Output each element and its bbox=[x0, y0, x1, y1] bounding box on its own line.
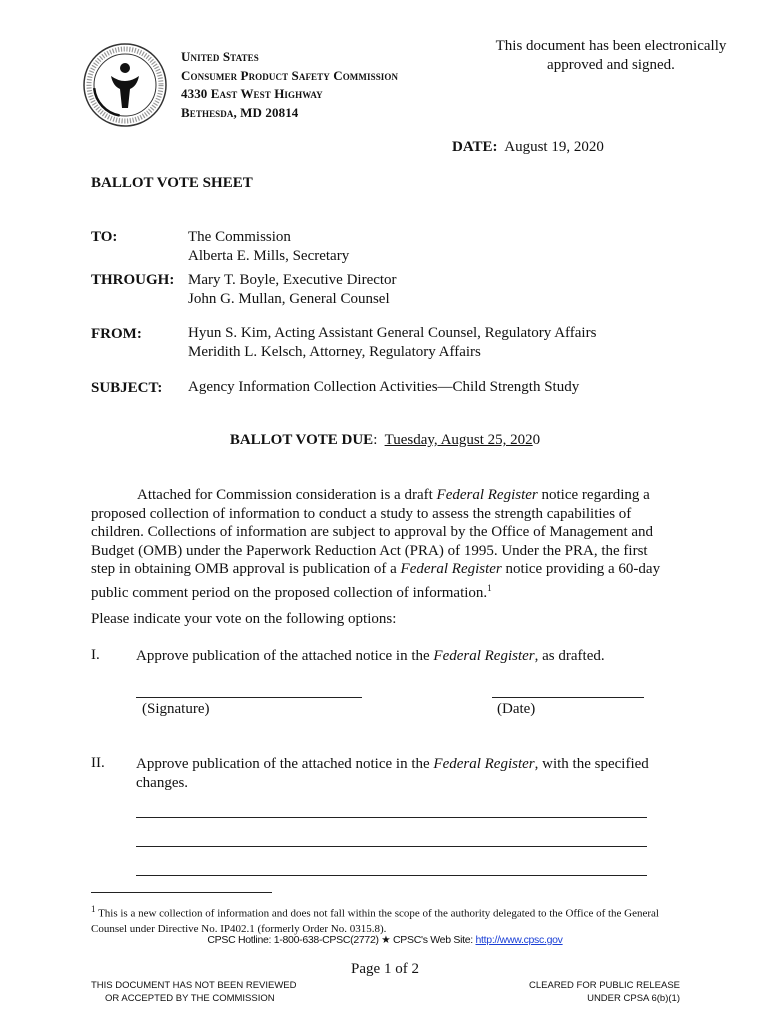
agency-line: Bethesda, MD 20814 bbox=[181, 104, 299, 120]
changes-line[interactable] bbox=[136, 875, 647, 876]
public-release-notice: CLEARED FOR PUBLIC RELEASE UNDER CPSA 6(b)(1) bbox=[529, 980, 680, 1004]
through-value: Mary T. Boyle, Executive Director John G. Mullan, General Counsel bbox=[188, 272, 397, 307]
page-number: Page 1 of 2 bbox=[351, 961, 419, 977]
option-2-text: Approve publication of the attached notice in the Federal Register, with the specified changes. bbox=[136, 756, 649, 791]
from-label: FROM: bbox=[91, 326, 142, 342]
signature-line[interactable] bbox=[136, 697, 362, 698]
through-label: THROUGH: bbox=[91, 272, 175, 288]
signature-label: (Signature) bbox=[142, 701, 210, 717]
memo-date bbox=[452, 139, 604, 156]
review-notice: THIS DOCUMENT HAS NOT BEEN REVIEWED OR ACCEPTED BY THE COMMISSION bbox=[91, 980, 297, 1004]
due-date-tail: 0 bbox=[532, 432, 541, 448]
hotline-line: CPSC Hotline: 1-800-638-CPSC(2772) ★ CPSC's Web Site: http://www.cpsc.gov bbox=[207, 934, 563, 946]
footnote-divider bbox=[91, 892, 272, 893]
cpsc-seal-logo bbox=[82, 42, 168, 128]
option-1-number: I. bbox=[91, 647, 100, 663]
body-paragraph: Attached for Commission consideration is a draft Federal Register notice regarding a proposed collection of information to conduct a study to assess the strength capabilities of children. Collections of information are subject to approval by the Office of Management and Budget (OMB) under the Paperwork Reduction Act (PRA) of 1995. Under the PRA, the first step in obtaining OMB approval is publication of a Federal Register notice providing a 60-day public comment period on the proposed collection of information.$^1$ bbox=[91, 487, 661, 601]
footnote-reference: 1 bbox=[487, 582, 492, 593]
to-value: The Commission Alberta E. Mills, Secretary bbox=[188, 229, 350, 264]
agency-line: Consumer Product Safety Commission bbox=[181, 67, 399, 83]
vote-instruction: Please indicate your vote on the following options: bbox=[91, 611, 397, 627]
ballot-vote-due: BALLOT VOTE DUE: Tuesday, August 25, 2020 bbox=[229, 432, 541, 448]
agency-address bbox=[181, 48, 398, 122]
date-line[interactable] bbox=[492, 697, 644, 698]
website-link[interactable]: http://www.cpsc.gov bbox=[475, 934, 563, 946]
subject-value: Agency Information Collection Activities—Child Strength Study bbox=[188, 379, 580, 395]
option-1-text: Approve publication of the attached notice in the Federal Register, as drafted. bbox=[136, 648, 605, 664]
changes-line[interactable] bbox=[136, 817, 647, 818]
agency-line: United States bbox=[181, 49, 259, 64]
footnote: $^1$ This is a new collection of information and does not fall within the scope of the authority delegated to the Office of the General Counsel under Directive No. IP402.1 (formerly Order No. 0315.8). bbox=[91, 904, 659, 935]
changes-line[interactable] bbox=[136, 846, 647, 847]
due-label: BALLOT VOTE DUE bbox=[229, 432, 374, 448]
option-2-number: II. bbox=[91, 755, 105, 771]
agency-line: 4330 East West Highway bbox=[181, 86, 323, 101]
date-label: DATE: bbox=[452, 139, 498, 155]
date-value: August 19, 2020 bbox=[504, 139, 604, 155]
document-title: BALLOT VOTE SHEET bbox=[91, 175, 253, 191]
to-label: TO: bbox=[91, 229, 118, 245]
subject-label: SUBJECT: bbox=[91, 380, 163, 396]
date-sig-label: (Date) bbox=[497, 701, 536, 717]
electronic-signature-note: This document has been electronically approved and signed. bbox=[495, 38, 727, 73]
from-value: Hyun S. Kim, Acting Assistant General Counsel, Regulatory Affairs Meridith L. Kelsch, Attorney, Regulatory Affairs bbox=[188, 325, 597, 360]
due-date: Tuesday, August 25, 202 bbox=[384, 432, 533, 448]
